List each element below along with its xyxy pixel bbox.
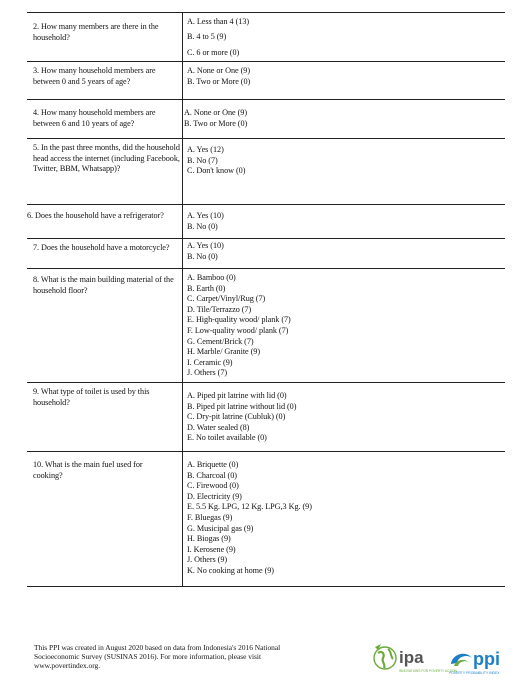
answer-option[interactable]: C. Firewood (0) [187,481,239,491]
answer-option[interactable]: G. Cement/Brick (7) [187,336,254,346]
ppi-logo-subtext: POVERTY PROBABILITY INDEX [449,671,500,675]
column-divider [182,13,183,61]
column-divider [182,269,183,382]
question-text: 5. In the past three months, did the household head access the internet (including Facebook, Twitter, BBM, Whatsapp)? [33,143,180,174]
answer-option[interactable]: A. None or One (9) [187,66,250,75]
answer-option[interactable]: B. Piped pit latrine without lid (0) [187,401,297,411]
answer-option[interactable]: J. Others (9) [187,555,228,565]
answer-option[interactable]: A. None or One (9) [184,108,247,117]
answer-option[interactable]: D. Electricity (9) [187,491,242,501]
question-row [27,61,505,99]
footer-note: This PPI was created in August 2020 based on data from Indonesia's 2016 National Socioeconomic Survey (SUSINAS 2016). For more information, please visit www.povertindex.org. [34,643,281,671]
question-row [27,451,505,587]
question-row [27,99,505,138]
question-row [27,12,505,61]
answer-option[interactable]: B. No (0) [187,251,218,261]
answer-option[interactable]: I. Kerosene (9) [187,544,236,554]
swirl-icon [451,654,472,666]
question-text: 6. Does the household have a refrigerator? [27,211,164,220]
answer-option[interactable]: A. Briquette (0) [187,460,239,469]
answer-option[interactable]: J. Others (7) [187,368,228,378]
ppi-logo [448,644,522,678]
column-divider [182,100,183,138]
question-text: 3. How many household members are between 0 and 5 years of age? [33,66,156,86]
answer-options [187,17,505,59]
answer-option[interactable]: G. Musicipal gas (9) [187,523,254,533]
answer-option[interactable]: C. 6 or more (0) [187,48,240,58]
globe-icon [374,644,396,669]
question-text: 10. What is the main fuel used for cooking? [33,460,143,480]
answer-option[interactable]: I. Ceramic (9) [187,357,233,367]
ipa-logo-subtext: INNOVATIONS FOR POVERTY ACTION [399,669,457,673]
answer-option[interactable]: C. Don't know (0) [187,166,246,176]
question-text: 2. How many members are there in the household? [33,22,159,42]
answer-option[interactable]: A. Bamboo (0) [187,273,236,282]
answer-options [187,211,505,232]
column-divider [182,139,183,204]
answer-option[interactable]: B. 4 to 5 (9) [187,31,227,41]
answer-option[interactable]: H. Biogas (9) [187,534,231,544]
answer-option[interactable]: A. Less than 4 (13) [187,17,250,26]
question-row [27,268,505,382]
question-row [27,204,505,238]
question-text: 8. What is the main building material of the household floor? [33,275,174,295]
answer-option[interactable]: A. Piped pit latrine with lid (0) [187,391,287,400]
answer-option[interactable]: H. Marble/ Granite (9) [187,347,261,357]
answer-option[interactable]: A. Yes (10) [187,241,224,250]
answer-option[interactable]: E. No toilet available (0) [187,433,267,443]
ipa-logo [372,641,457,677]
answer-option[interactable]: D. Tile/Terrazzo (7) [187,304,252,314]
answer-options [187,145,505,177]
answer-options [187,391,505,444]
question-row [27,138,505,204]
ppi-logo-text: ppi [473,649,500,669]
answer-option[interactable]: K. No cooking at home (9) [187,565,274,575]
question-text: 7. Does the household have a motorcycle? [33,243,170,252]
answer-option[interactable]: C. Carpet/Vinyl/Rug (7) [187,294,266,304]
answer-option[interactable]: F. Bluegas (9) [187,512,233,522]
answer-option[interactable]: A. Yes (12) [187,145,224,154]
questionnaire-table [27,12,505,587]
answer-options [187,241,505,262]
column-divider [182,383,183,451]
answer-option[interactable]: A. Yes (10) [187,211,224,220]
answer-options [184,108,502,129]
question-text: 4. How many household members are between 6 and 10 years of age? [33,108,156,128]
answer-option[interactable]: C. Dry-pit latrine (Cubluk) (0) [187,412,286,422]
answer-option[interactable]: D. Water sealed (8) [187,422,250,432]
answer-option[interactable]: B. Earth (0) [187,283,226,293]
answer-option[interactable]: B. Two or More (0) [184,118,248,128]
answer-option[interactable]: E. High-quality wood/ plank (7) [187,315,291,325]
question-row [27,238,505,268]
answer-option[interactable]: F. Low-quality wood/ plank (7) [187,325,289,335]
question-row [27,382,505,451]
answer-option[interactable]: E. 5.5 Kg. LPG, 12 Kg. LPG,3 Kg. (9) [187,502,312,512]
answer-options [187,66,505,87]
answer-option[interactable]: B. No (0) [187,221,218,231]
ipa-logo-text: ipa [399,648,424,667]
question-text: 9. What type of toilet is used by this household? [33,387,150,407]
column-divider [182,452,183,586]
answer-option[interactable]: B. Two or More (0) [187,76,251,86]
answer-option[interactable]: B. Charcoal (0) [187,470,237,480]
answer-options [187,460,505,577]
answer-option[interactable]: B. No (7) [187,155,218,165]
answer-options [187,273,505,379]
column-divider [182,62,183,99]
